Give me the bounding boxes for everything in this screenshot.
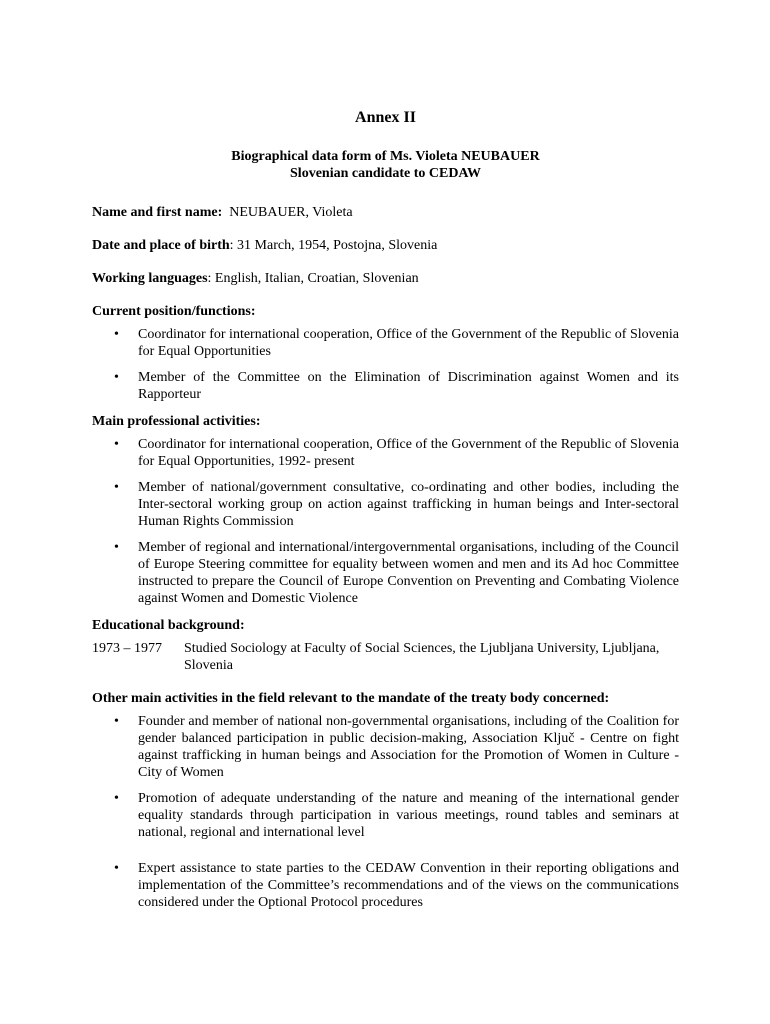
birth-label: Date and place of birth: [92, 238, 230, 253]
birth-value: : 31 March, 1954, Postojna, Slovenia: [229, 238, 438, 253]
bullet-icon: •: [114, 861, 119, 876]
list-item-text: Coordinator for international cooperation, Office of the Government of the Republic of Slovenia for Equal Opportunities, 1992- present: [138, 437, 679, 469]
languages-label: Working languages: [92, 271, 208, 286]
form-subtitle: [92, 148, 679, 182]
bullet-icon: •: [114, 437, 119, 452]
list-item: [92, 369, 679, 403]
list-item: [92, 860, 679, 911]
annex-title: Annex II: [355, 109, 416, 126]
subtitle-line-2: Slovenian candidate to CEDAW: [290, 166, 481, 181]
current-position-list: [92, 326, 679, 403]
list-item: [92, 713, 679, 781]
list-item-text: Promotion of adequate understanding of the nature and meaning of the international gender equality standards through participation in various meetings, round tables and seminars at national, regional and international level: [138, 791, 679, 840]
list-item-text: Coordinator for international cooperation, Office of the Government of the Republic of Slovenia for Equal Opportunities: [138, 327, 679, 359]
list-item-text: Member of the Committee on the Elimination of Discrimination against Women and its Rapporteur: [138, 370, 679, 402]
name-field: [92, 204, 679, 221]
current-position-heading: Current position/functions:: [92, 304, 256, 319]
name-label: Name and first name:: [92, 205, 223, 220]
birth-field: [92, 237, 679, 254]
main-activities-list: [92, 436, 679, 607]
other-activities-list: [92, 713, 679, 911]
main-activities-heading: Main professional activities:: [92, 414, 261, 429]
education-heading: Educational background:: [92, 618, 245, 633]
name-value: NEUBAUER, Violeta: [222, 205, 353, 220]
bullet-icon: •: [114, 791, 119, 806]
list-item: [92, 479, 679, 530]
education-entry: [92, 640, 679, 674]
list-item-text: Founder and member of national non-governmental organisations, including of the Coalition for gender balanced participation in public decision-making, Association Ključ - Centre on fight against trafficking in human beings and Association for the Promotion of Women in Culture - City of Women: [138, 714, 679, 780]
list-item: [92, 326, 679, 360]
list-item: [92, 790, 679, 841]
languages-field: [92, 270, 679, 287]
education-years: 1973 – 1977: [92, 641, 162, 656]
other-activities-heading: Other main activities in the field relevant to the mandate of the treaty body concerned:: [92, 691, 610, 706]
subtitle-line-1: Biographical data form of Ms. Violeta NEUBAUER: [231, 149, 540, 164]
bullet-icon: •: [114, 327, 119, 342]
list-item-text: Expert assistance to state parties to the CEDAW Convention in their reporting obligations and implementation of the Committee’s recommendations and of the views on the communications considered under the Optional Protocol procedures: [138, 861, 679, 910]
list-item: [92, 436, 679, 470]
languages-value: : English, Italian, Croatian, Slovenian: [207, 271, 419, 286]
list-item: [92, 539, 679, 607]
list-item-text: Member of national/government consultative, co-ordinating and other bodies, including the Inter-sectoral working group on action against trafficking in human beings and Inter-sectoral Human Rights Commission: [138, 480, 679, 529]
bullet-icon: •: [114, 370, 119, 385]
list-item-text: Member of regional and international/intergovernmental organisations, including of the Council of Europe Steering committee for equality between women and men and its Ad hoc Committee instructed to prepare the Council of Europe Convention on Preventing and Combating Violence against Women and Domestic Violence: [138, 540, 679, 606]
bullet-icon: •: [114, 540, 119, 555]
education-text: Studied Sociology at Faculty of Social Sciences, the Ljubljana University, Ljubljana, Slovenia: [184, 641, 660, 673]
bullet-icon: •: [114, 480, 119, 495]
bullet-icon: •: [114, 714, 119, 729]
